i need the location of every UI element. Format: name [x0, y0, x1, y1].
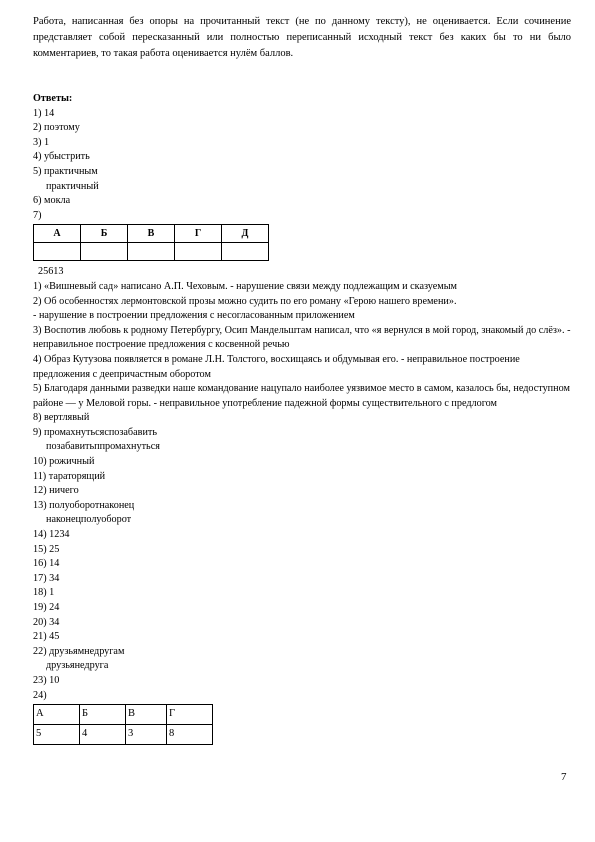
table24-header: В: [126, 705, 167, 725]
answer-10: 10) рожичный: [33, 456, 95, 468]
table7-header: А: [34, 225, 81, 243]
answer-22-alt: друзьянедруга: [46, 660, 109, 672]
answer-9: 9) промахнутьсяспозабавить: [33, 426, 158, 438]
table24-header: Г: [167, 705, 213, 725]
answer-6: 6) мокла: [33, 195, 71, 207]
answer-2: 2) поэтому: [33, 122, 80, 134]
table24-value: 8: [167, 725, 213, 745]
answer-12: 12) ничего: [33, 485, 79, 497]
answer-4: 4) убыстрить: [33, 151, 90, 163]
answer-11: 11) тараторящий: [33, 470, 106, 482]
answer-3: 3) 1: [33, 136, 50, 148]
answer-18: 18) 1: [33, 587, 55, 599]
answer-20: 20) 34: [33, 616, 60, 628]
task7-sentence: 4) Образ Кутузова появляется в романе Л.Н. Толстого, восхищаясь и обдумывая его. - неправильное построение предложения с деепричастным оборотом: [33, 353, 520, 380]
answer-8: 8) вертлявый: [33, 412, 90, 424]
answer-5-alt: практичный: [46, 180, 99, 192]
answers-heading: Ответы:: [33, 93, 73, 104]
answer-15: 15) 25: [33, 543, 60, 555]
task7-sentence: 2) Об особенностях лермонтовской прозы можно судить по его роману «Герою нашего времени».: [33, 295, 457, 307]
table24-value: 3: [126, 725, 167, 745]
task7-sentence: - нарушение в построении предложения с несогласованным приложением: [33, 310, 355, 322]
answer-13: 13) полуоборотнаконец: [33, 499, 135, 511]
answer-1: 1) 14: [33, 107, 55, 119]
answer-24-table: [33, 704, 213, 745]
answer-17: 17) 34: [33, 572, 60, 584]
answer-14: 14) 1234: [33, 529, 70, 541]
answer-19: 19) 24: [33, 602, 60, 613]
answers-list: [33, 92, 578, 745]
answer-7-table: [33, 224, 269, 261]
answer-24: 24): [33, 689, 47, 701]
intro-paragraph: Работа, написанная без опоры на прочитанный текст (не по данному тексту), не оценивается. Если сочинение представляет собой пересказанный или полностью переписанный исходный текст без каких бы то ни было комментариев, то такая работа оценивается нулём баллов.: [33, 16, 571, 59]
table7-cell: [222, 243, 269, 261]
table7-header: Г: [175, 225, 222, 243]
task7-sentence: 5) Благодаря данными разведки наше командование нацупало наиболее уязвимое место в самом, казалось бы, недоступном районе — у Меловой горы. - неправильное употребление падежной формы существительного с предлогом: [33, 383, 570, 409]
table24-value: 4: [80, 725, 126, 745]
task7-sentence: 3) Воспотив любовь к родному Петербургу, Осип Мандельштам написал, что «я вернулся в мой город, знакомый до слёз». - неправильное построение предложения с косвенной речью: [33, 324, 571, 351]
task7-sentence: 1) «Вишневый сад» написано А.П. Чеховым. - нарушение связи между подлежащим и сказуемым: [33, 280, 457, 292]
answer-9-alt: позабавитьппромахнуться: [46, 441, 160, 453]
table24-value: 5: [34, 725, 80, 745]
table7-header: В: [128, 225, 175, 243]
answer-23: 23) 10: [33, 674, 60, 686]
table24-header: А: [34, 705, 80, 725]
table7-cell: [128, 243, 175, 261]
table7-header: Д: [222, 225, 269, 243]
table7-cell: [175, 243, 222, 261]
answer-5: 5) практичным: [33, 165, 98, 177]
table7-header: Б: [81, 225, 128, 243]
answer-16: 16) 14: [33, 558, 60, 570]
answer-21: 21) 45: [33, 631, 60, 643]
table24-header: Б: [80, 705, 126, 725]
table7-cell: [81, 243, 128, 261]
answer-7: 7): [33, 209, 42, 221]
answer-22: 22) друзьямнедругам: [33, 645, 125, 657]
answer-13-alt: наконецполуоборот: [46, 514, 132, 526]
table7-cell: [34, 243, 81, 261]
answer-7-code: 25613: [38, 266, 64, 278]
page-number: 7: [561, 771, 567, 783]
